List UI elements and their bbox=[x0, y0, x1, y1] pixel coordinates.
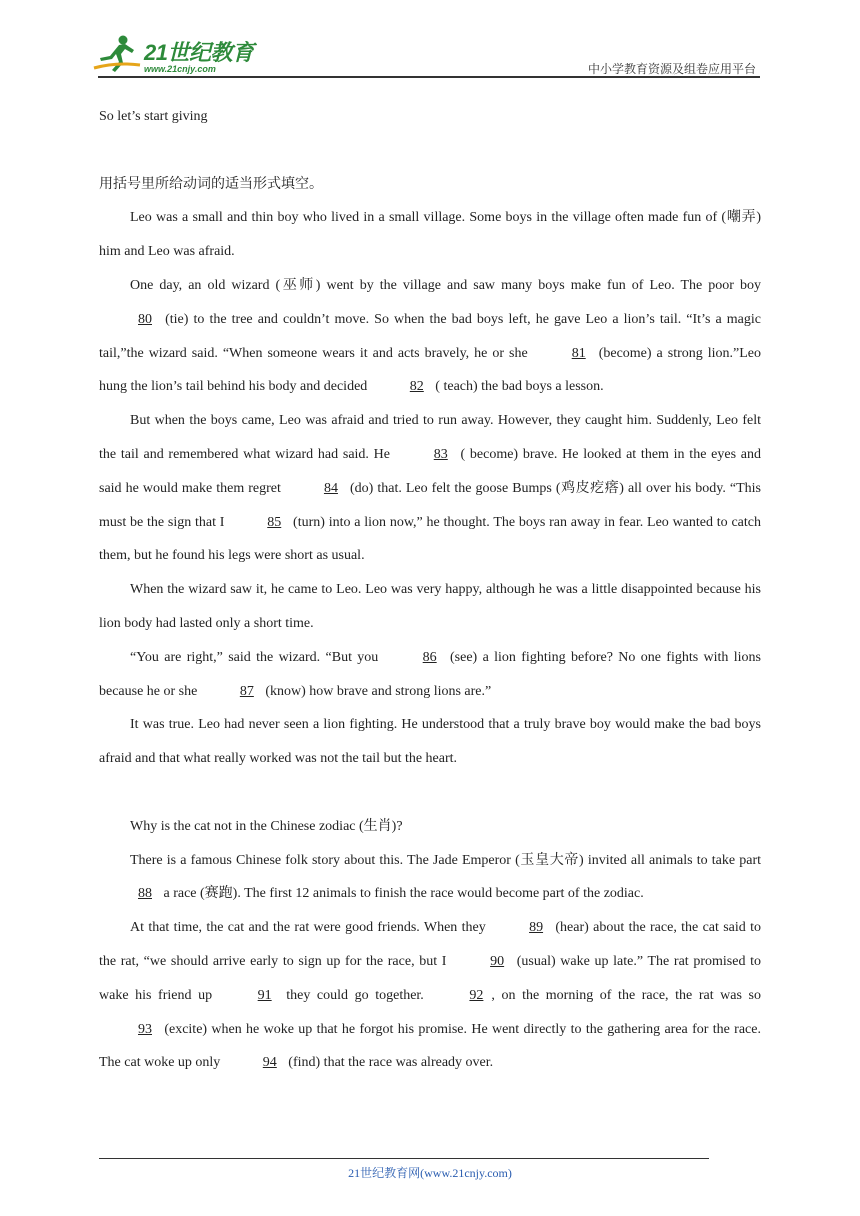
blank-93[interactable]: 93 bbox=[138, 1021, 152, 1037]
text-span: (tie) to the tree and couldn’t move. So when the bad boys left, he gave Leo a lion’s tail. “It’s a magic tail,”the wizard said. “When someone wears it and acts bravely, he or she bbox=[99, 311, 761, 361]
blank-86[interactable]: 86 bbox=[422, 649, 437, 665]
site-title: 中小学教育资源及组卷应用平台 bbox=[587, 62, 756, 76]
blank-82[interactable]: 82 bbox=[409, 379, 424, 395]
blank-80[interactable]: 80 bbox=[138, 311, 152, 327]
paragraph-4: When the wizard saw it, he came to Leo. Leo was very happy, although he was a little disappointed because his lion body had lasted only a short time. bbox=[99, 582, 761, 631]
text-span: a race (赛跑). The first 12 animals to finish the race would become part of the zodiac. bbox=[160, 886, 644, 902]
text-span: But when the boys came, Leo was afraid and tried to run away. However, they caught him. Suddenly, Leo felt the tail and remembered what wizard had said. He bbox=[99, 413, 761, 462]
footer-divider bbox=[99, 1158, 709, 1159]
spacer bbox=[99, 776, 761, 810]
logo-text: 21世纪教育 bbox=[144, 40, 254, 65]
blank-92[interactable]: 92 bbox=[469, 987, 484, 1003]
paragraph-2 bbox=[99, 269, 761, 404]
paragraph-1: Leo was a small and thin boy who lived in a small village. Some boys in the village often made fun of (嘲弄) him and Leo was afraid. bbox=[99, 210, 761, 260]
spacer bbox=[99, 134, 761, 168]
intro-line: So let’s start giving bbox=[99, 109, 208, 124]
text-span: they could go together. bbox=[279, 987, 431, 1003]
blank-94[interactable]: 94 bbox=[262, 1055, 277, 1071]
blank-83[interactable]: 83 bbox=[433, 446, 448, 462]
passage-2-title: Why is the cat not in the Chinese zodiac (生肖)? bbox=[130, 818, 403, 834]
text-span: (excite) when he woke up that he forgot his promise. He went directly to the gathering area for the race. The cat woke up only bbox=[99, 1021, 761, 1071]
blank-85[interactable]: 85 bbox=[267, 514, 282, 530]
paragraph-8 bbox=[99, 844, 761, 912]
blank-90[interactable]: 90 bbox=[490, 953, 505, 969]
blank-88[interactable]: 88 bbox=[138, 886, 152, 902]
text-span: (see) a lion fighting before? No one fights with lions because he or she bbox=[99, 649, 762, 699]
site-logo[interactable] bbox=[92, 34, 262, 78]
paragraph-5 bbox=[99, 641, 761, 709]
text-span: There is a famous Chinese folk story about this. The Jade Emperor (玉皇大帝) invited all animals to take part bbox=[130, 852, 761, 868]
footer-link[interactable]: 21世纪教育网(www.21cnjy.com) bbox=[348, 1166, 512, 1180]
blank-91[interactable]: 91 bbox=[257, 987, 272, 1003]
logo-url: www.21cnjy.com bbox=[144, 64, 216, 74]
paragraph-6: It was true. Leo had never seen a lion fighting. He understood that a truly brave boy would make the bad boys afraid and that what really worked was not the tail but the heart. bbox=[99, 717, 761, 767]
text-span: “You are right,” said the wizard. “But you bbox=[130, 649, 384, 665]
text-span: (become) a strong lion.”Leo hung the lion’s tail behind his body and decided bbox=[99, 345, 762, 395]
text-span: ( become) brave. He looked at them in the eyes and said he would make them regret bbox=[99, 446, 761, 496]
paragraph-9 bbox=[99, 911, 761, 1080]
text-span: (usual) wake up late.” The rat promised to wake his friend up bbox=[99, 953, 761, 1003]
text-span: At that time, the cat and the rat were good friends. When they bbox=[130, 920, 491, 936]
blank-84[interactable]: 84 bbox=[323, 480, 338, 496]
blank-81[interactable]: 81 bbox=[571, 345, 586, 361]
text-span: ( teach) the bad boys a lesson. bbox=[431, 379, 604, 395]
text-span: (do) that. Leo felt the goose Bumps (鸡皮疙瘩) all over his body. “This must be the sign that I bbox=[99, 480, 761, 530]
text-span: (know) how brave and strong lions are.” bbox=[261, 683, 492, 699]
text-span: One day, an old wizard (巫师) went by the village and saw many boys make fun of Leo. The poor boy bbox=[130, 277, 761, 293]
text-span: (find) that the race was already over. bbox=[284, 1055, 494, 1071]
blank-89[interactable]: 89 bbox=[529, 920, 544, 936]
text-span: , on the morning of the race, the rat was so bbox=[491, 987, 761, 1003]
instruction: 用括号里所给动词的适当形式填空。 bbox=[99, 176, 323, 192]
blank-87[interactable]: 87 bbox=[239, 683, 254, 699]
page-header bbox=[0, 0, 860, 80]
text-span: (hear) about the race, the cat said to the rat, “we should arrive early to sign up for the race, but I bbox=[99, 920, 762, 969]
document-body bbox=[99, 100, 761, 1080]
paragraph-3 bbox=[99, 404, 761, 573]
text-span: (turn) into a lion now,” he thought. The boys ran away in fear. Leo wanted to catch them, but he found his legs were short as usual. bbox=[99, 514, 761, 564]
header-divider bbox=[98, 76, 760, 78]
runner-logo-icon bbox=[92, 34, 142, 74]
